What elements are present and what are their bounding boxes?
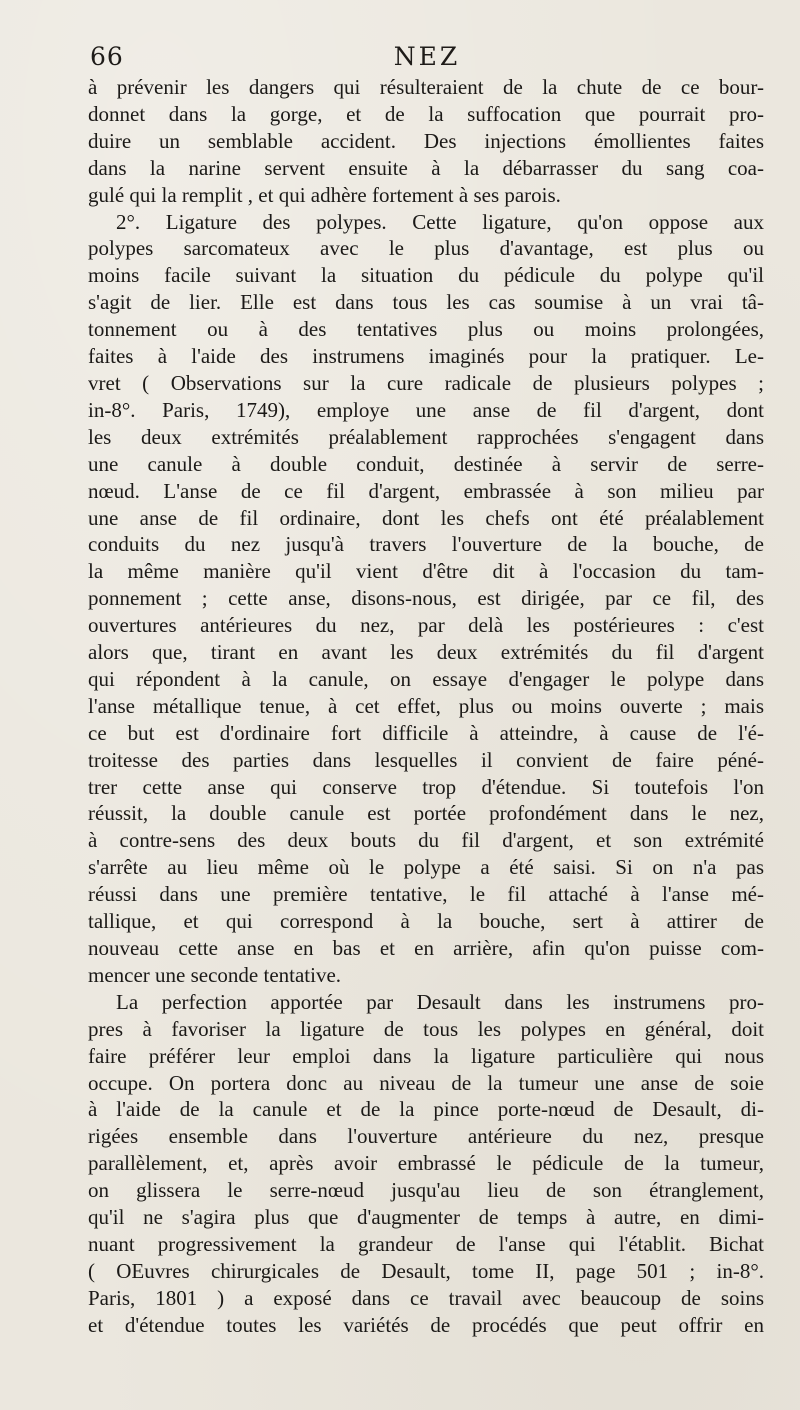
text-line: ( OEuvres chirurgicales de Desault, tome II, page 501 ; in-8°. — [88, 1258, 764, 1283]
text-line: faire préférer leur emploi dans la ligature particulière qui nous — [88, 1043, 764, 1068]
text-line: rigées ensemble dans l'ouverture antérieure du nez, presque — [88, 1124, 764, 1149]
text-line: les deux extrémités préalablement rapprochées s'engagent dans — [88, 424, 764, 449]
text-line: pres à favoriser la ligature de tous les polypes en général, doit — [88, 1016, 764, 1041]
text-line: nœud. L'anse de ce fil d'argent, embrassée à son milieu par — [88, 478, 764, 503]
text-line: ponnement ; cette anse, disons-nous, est dirigée, par ce fil, des — [88, 586, 764, 611]
text-line: une anse de fil ordinaire, dont les chefs ont été préalablement — [88, 505, 764, 530]
text-line: dans la narine servent ensuite à la débarrasser du sang coa- — [88, 155, 764, 180]
text-line: nouveau cette anse en bas et en arrière, afin qu'on puisse com- — [88, 936, 764, 960]
running-title: NEZ — [393, 42, 461, 71]
text-line: polypes sarcomateux avec le plus d'avantage, est plus ou — [88, 236, 764, 261]
text-line: alors que, tirant en avant les deux extrémités du fil d'argent — [88, 640, 764, 665]
text-line: qu'il ne s'agira plus que d'augmenter de temps à autre, en dimi- — [88, 1205, 764, 1230]
text-line: mencer une seconde tentative. — [88, 962, 342, 987]
text-line: nuant progressivement la grandeur de l'anse qui l'établit. Bichat — [88, 1231, 764, 1256]
page-number: 66 — [90, 42, 124, 71]
text-line: vret ( Observations sur la cure radicale de plusieurs polypes ; — [88, 370, 764, 395]
text-line: trer cette anse qui conserve trop d'étendue. Si toutefois l'on — [88, 774, 764, 799]
text-line: gulé qui la remplit , et qui adhère fortement à ses parois. — [88, 182, 561, 207]
text-line: occupe. On portera donc au niveau de la tumeur une anse de soie — [88, 1070, 764, 1095]
text-line: tonnement ou à des tentatives plus ou moins prolongées, — [88, 317, 764, 342]
text-line: La perfection apportée par Desault dans les instrumens pro- — [116, 989, 764, 1014]
text-line: réussi dans une première tentative, le fil attaché à l'anse mé- — [88, 882, 764, 907]
text-line: une canule à double conduit, destinée à servir de serre- — [88, 451, 764, 476]
text-line: 2°. Ligature des polypes. Cette ligature, qu'on oppose aux — [116, 209, 764, 234]
text-line: s'agit de lier. Elle est dans tous les cas soumise à un vrai tâ- — [88, 290, 764, 315]
text-line: conduits du nez jusqu'à travers l'ouverture de la bouche, de — [88, 532, 764, 557]
text-line: on glissera le serre-nœud jusqu'au lieu de son étranglement, — [88, 1178, 764, 1203]
text-line: s'arrête au lieu même où le polype a été saisi. Si on n'a pas — [88, 855, 764, 880]
text-line: duire un semblable accident. Des injections émollientes faites — [88, 128, 764, 153]
text-line: in-8°. Paris, 1749), employe une anse de fil d'argent, dont — [88, 397, 764, 422]
text-line: à contre-sens des deux bouts du fil d'argent, et son extrémité — [88, 828, 764, 853]
text-line: qui répondent à la canule, on essaye d'engager le polype dans — [88, 666, 764, 691]
text-line: ce but est d'ordinaire fort difficile à atteindre, à cause de l'é- — [88, 720, 764, 745]
text-line: et d'étendue toutes les variétés de procédés que peut offrir en — [88, 1312, 764, 1337]
text-line: l'anse métallique tenue, à cet effet, plus ou moins ouverte ; mais — [88, 693, 764, 718]
text-line: la même manière qu'il vient d'être dit à l'occasion du tam- — [88, 559, 764, 584]
text-line: moins facile suivant la situation du pédicule du polype qu'il — [88, 263, 764, 288]
body-text — [88, 74, 764, 1339]
text-line: ouvertures antérieures du nez, par delà les postérieures : c'est — [88, 613, 764, 638]
text-line: Paris, 1801 ) a exposé dans ce travail avec beaucoup de soins — [88, 1285, 764, 1310]
text-line: réussit, la double canule est portée profondément dans le nez, — [88, 801, 764, 826]
text-line: à prévenir les dangers qui résulteraient de la chute de ce bour- — [88, 75, 764, 99]
text-line: troitesse des parties dans lesquelles il convient de faire péné- — [88, 747, 764, 772]
text-line: parallèlement, et, après avoir embrassé le pédicule de la tumeur, — [88, 1151, 764, 1176]
text-line: donnet dans la gorge, et de la suffocation que pourrait pro- — [88, 101, 764, 126]
text-line: tallique, et qui correspond à la bouche, sert à attirer de — [88, 909, 764, 934]
text-line: à l'aide de la canule et de la pince porte-nœud de Desault, di- — [88, 1097, 764, 1122]
text-line: faites à l'aide des instrumens imaginés pour la pratiquer. Le- — [88, 344, 764, 369]
